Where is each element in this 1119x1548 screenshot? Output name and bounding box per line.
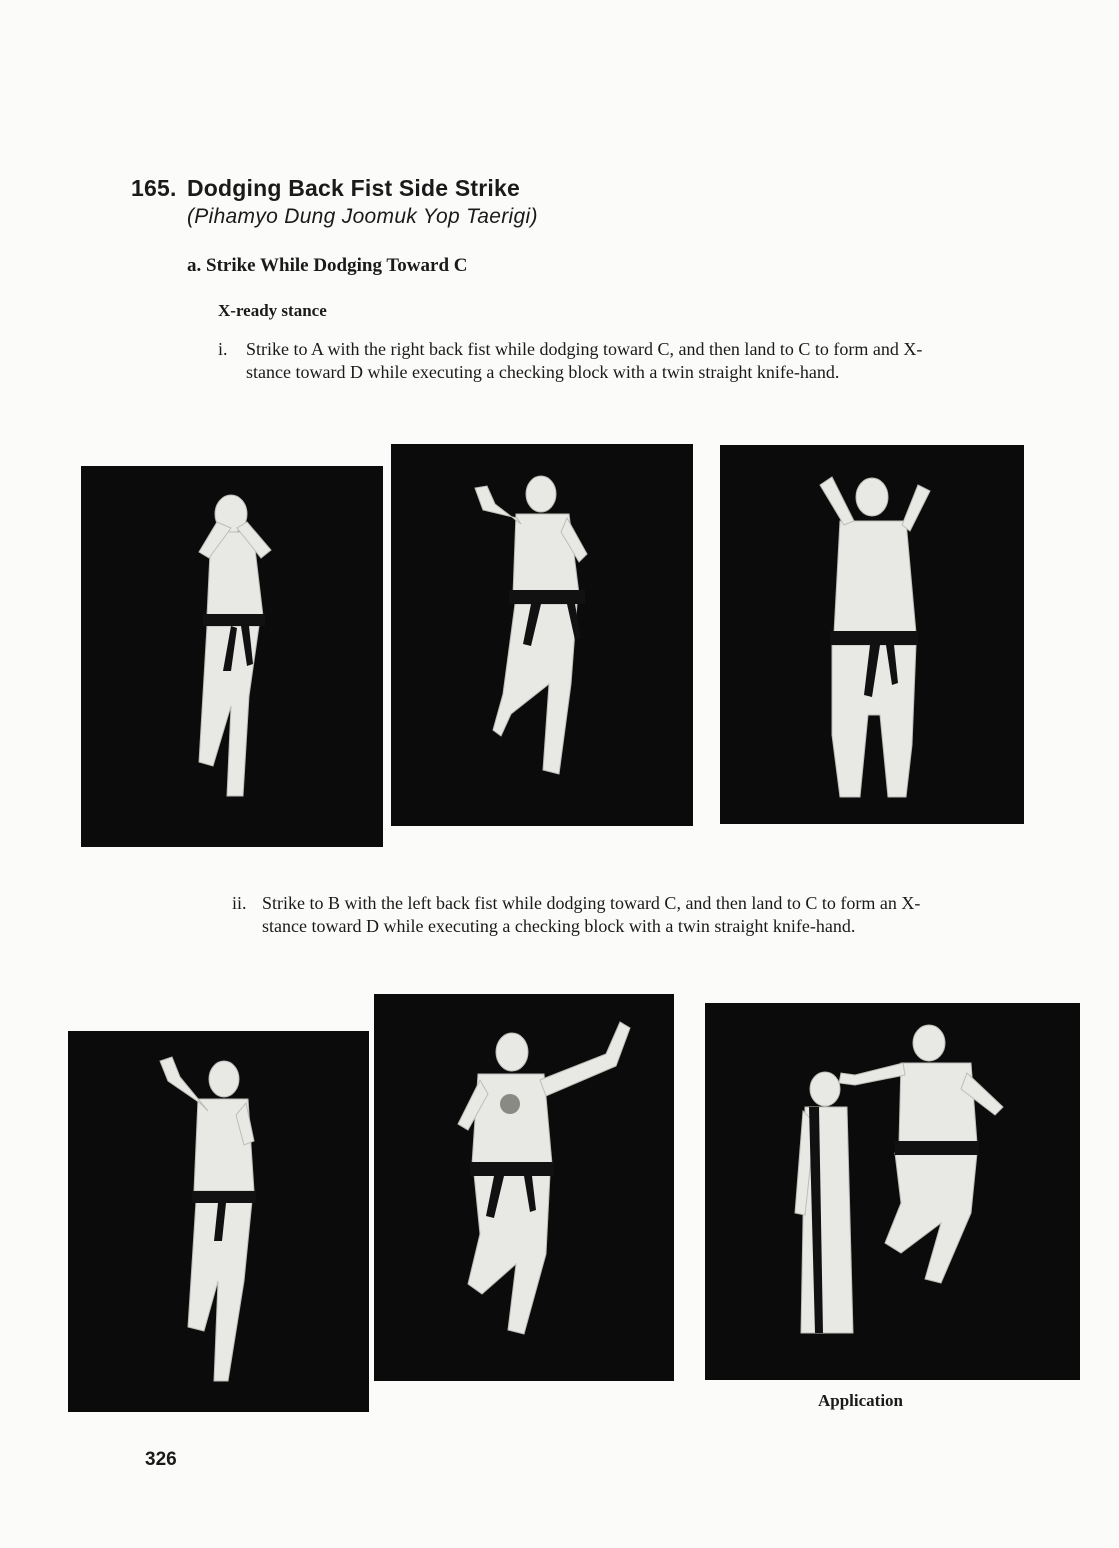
instruction-marker: i. (218, 339, 228, 359)
photo-step-3 (720, 445, 1024, 824)
instruction-text: Strike to B with the left back fist while dodging toward C, and then land to C to form an X-stance toward D while executing a checking block with a twin straight knife-hand. (262, 893, 921, 936)
martial-artist-jump-strike-photo-icon (374, 994, 674, 1381)
martial-artist-checking-block-photo-icon (720, 445, 1024, 824)
instruction-item (232, 892, 967, 938)
section-number: 165. (131, 175, 177, 201)
section-title: Dodging Back Fist Side Strike (187, 175, 520, 201)
photo-step-5 (374, 994, 674, 1381)
photo-caption: Application (818, 1391, 904, 1410)
martial-artist-dodging-photo-icon (68, 1031, 369, 1412)
instruction-item (218, 338, 948, 384)
instruction-text: Strike to A with the right back fist while dodging toward C, and then land to C to form and X-stance toward D while executing a checking block with a twin straight knife-hand. (246, 339, 923, 382)
martial-artist-jump-strike-photo-icon (391, 444, 693, 826)
photo-step-1 (81, 466, 383, 847)
photo-step-4 (68, 1031, 369, 1412)
application-two-people-photo-icon (705, 1003, 1080, 1380)
page-number: 326 (145, 1449, 177, 1470)
instruction-marker: ii. (232, 893, 247, 913)
sub-heading: a. Strike While Dodging Toward C (187, 255, 468, 276)
martial-artist-dodging-photo-icon (81, 466, 383, 847)
photo-application (705, 1003, 1080, 1380)
photo-step-2 (391, 444, 693, 826)
stance-label: X-ready stance (218, 301, 327, 320)
section-subtitle: (Pihamyo Dung Joomuk Yop Taerigi) (187, 205, 538, 228)
